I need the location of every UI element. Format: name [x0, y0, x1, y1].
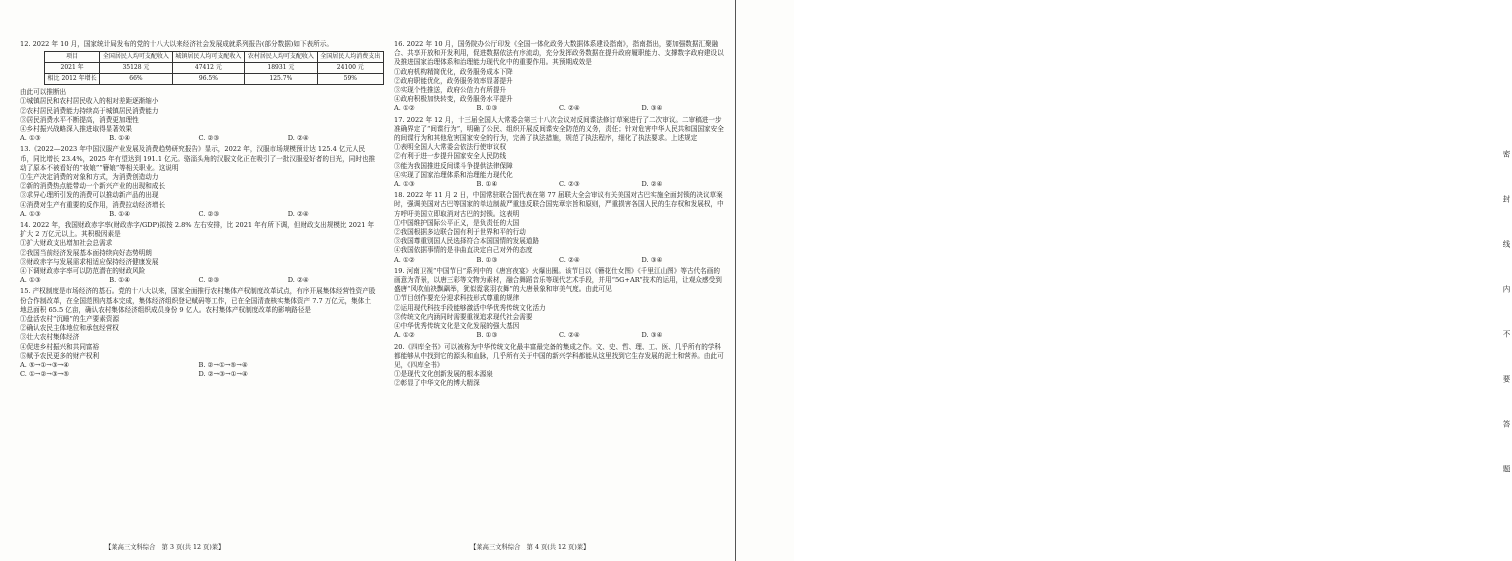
choice-a: A. ①③ [20, 276, 41, 285]
choice-c: C. ②③ [198, 209, 220, 218]
table-cell: 相比 2012 年增长 [45, 74, 100, 85]
choice-c: C. ②③ [198, 134, 220, 143]
question-14-stem: 14. 2022 年，我国财政赤字率(财政赤字/GDP)拟按 2.8% 左右安排，比 2021 年有所下调，但财政支出规模比 2021 年扩大 2 万亿元以上。其积极因素是 [20, 221, 375, 239]
question-15-stem: 15. 产权制度是市场经济的基石。党的十八大以来，国家全面推行农村集体产权制度改革试点，有序开展集体经营性资产股份合作制改革，在全国范围内基本完成，集体经济组织登记赋码等工作，已在全国清查核实集体资产 7.7 万亿元，集体土地总面积 65.5 亿亩，确认农村集体经济组织成员身份 9 亿人。农村集体产权制度改革的影响路径是 [20, 287, 376, 314]
question-17 [394, 116, 724, 190]
question-13 [20, 145, 377, 219]
seal-char: 内 [1502, 285, 1511, 295]
choice-d: D. ②④ [287, 276, 309, 285]
option: ④消费对生产有重要的反作用，消费拉动经济增长 [20, 200, 166, 209]
answer-choices [394, 180, 724, 189]
option: ④下调财政赤字率可以防范潜在的财政风险 [20, 267, 146, 276]
table-header: 全国居民人均可支配收入 [100, 52, 172, 63]
question-18 [394, 191, 724, 265]
answer-choices [20, 276, 377, 285]
option: ④政府积极加快转变，政务服务水平提升 [394, 95, 513, 104]
table-cell: 18931 元 [245, 63, 317, 74]
question-20-stem: 20.《四库全书》可以被称为中华传统文化最丰富最完备的集成之作。文、史、哲、理、工、医、几乎所有的学科都能够从中找到它的源头和血脉，几乎所有关于中国的新兴学科都能从这里找到它生存发展的泥土和营养。由此可见，《四库全书》 [394, 342, 724, 369]
option: ②农村居民消费能力持续高于城镇居民消费能力 [20, 106, 159, 115]
right-column [394, 40, 724, 391]
question-14 [20, 221, 377, 285]
answer-choices [20, 361, 377, 370]
table-cell: 66% [100, 74, 172, 85]
seal-char: 封 [1502, 195, 1511, 205]
choice-d: D. ③④ [641, 255, 663, 264]
seal-char: 线 [1502, 240, 1511, 250]
seal-char: 题 [1502, 465, 1511, 475]
left-column [20, 40, 381, 382]
choice-c: C. ②④ [559, 331, 580, 340]
option: ②彰显了中华文化的博大精深 [394, 379, 480, 388]
question-16-stem: 16. 2022 年 10 月，国务院办公厅印发《全国一体化政务大数据体系建设指南》，指南指出，要加强数据汇聚融合、共享开放和开发利用，促进数据依法有序流动，充分发挥政务数据在提升政府履职能力、支撑数字政府建设以及推进国家治理体系和治理能力现代化中的重要作用。其预期成效是 [394, 40, 724, 67]
option: ②我国当前经济发展基本面持续向好态势明朗 [20, 248, 152, 257]
seal-char: 密 [1502, 150, 1511, 160]
choice-a: A. ①② [394, 104, 415, 113]
choice-a: A. ⑤→①→③→④ [20, 361, 70, 370]
answer-choices [20, 210, 377, 219]
option: ①是现代文化创新发展的根本源泉 [394, 370, 493, 379]
answer-choices [20, 134, 377, 143]
option: ③传统文化内涵同时需要重视追求现代社会需要 [394, 312, 533, 321]
choice-c: C. ②④ [559, 104, 580, 113]
option: ②运用现代科技手段能够激活中华优秀传统文化活力 [394, 303, 546, 312]
choice-a: A. ①③ [20, 209, 41, 218]
choice-d: D. ②④ [287, 134, 309, 143]
choice-a: A. ①② [394, 331, 415, 340]
question-16 [394, 40, 724, 114]
option: ③实现个性推送，政府公信力有所提升 [394, 86, 507, 95]
option: ③壮大农村集体经济 [20, 333, 80, 342]
answer-choices [394, 104, 724, 113]
option: ①中国维护国际公平正义，是负责任的大国 [394, 218, 520, 227]
choice-d: D. ②→③→①→④ [198, 370, 248, 379]
option: ①节目创作要充分迎求科技形式尊重的规律 [394, 294, 520, 303]
choice-d: D. ③④ [641, 104, 663, 113]
question-20 [394, 343, 724, 389]
question-17-stem: 17. 2022 年 12 月，十三届全国人大常委会第三十八次会议对反间谍法修订草案进行了二次审议。二审稿进一步准确界定了“间谍行为”，明确了公民、组织开展反间谍安全防范的义务，责任；针对危害中华人民共和国国家安全的间谍行为和其他危害国家安全的行为，完善了执法措施，规范了执法程序，细化了执法要求。上述规定 [394, 115, 724, 143]
option: ①扩大财政支出增加社会总需求 [20, 239, 113, 248]
answer-choices [394, 331, 724, 340]
option: ②政府职能优化，政务服务效率显著提升 [394, 76, 513, 85]
option: ④中华优秀传统文化是文化发展的强大基因 [394, 322, 520, 331]
income-table [44, 51, 384, 85]
page-footer-right: 【莱高三文科综合 第 4 页(共 12 页)莱】 [470, 544, 590, 551]
choice-c: C. ②③ [198, 276, 220, 285]
question-12-lead: 由此可以推断出 [20, 88, 67, 97]
table-header-row [45, 52, 384, 63]
option: ②我国根据多边联合国有利于世界和平的行动 [394, 228, 526, 237]
choice-b: B. ①③ [476, 104, 498, 113]
choice-c: C. ①→②→③→⑤ [20, 370, 70, 379]
option: ②确认农民主体地位和承包经营权 [20, 324, 119, 333]
table-cell: 35128 元 [100, 63, 172, 74]
choice-b: B. ②→①→⑤→④ [198, 361, 248, 370]
option: ③求异心理所引发的消费可以推动新产品的出现 [20, 191, 159, 200]
choice-d: D. ②④ [641, 180, 663, 189]
option: ②新的消费热点能带动一个新兴产业的出现和成长 [20, 182, 166, 191]
table-cell: 47412 元 [172, 63, 244, 74]
table-row [45, 63, 384, 74]
table-row [45, 74, 384, 85]
binding-line [735, 0, 736, 561]
option: ⑤赋予农民更多的财产权利 [20, 351, 100, 360]
choice-c: C. ②③ [559, 180, 580, 189]
choice-a: A. ①③ [394, 180, 415, 189]
question-19-stem: 19. 河南卫视“中国节日”系列中的《唐宫夜宴》火爆出圈。该节目以《簪花仕女图》《千里江山图》等古代名画的画意为背景，以唐三彩等文物为素材，融合舞蹈音乐等现代艺术手段，并用“5G+AR”技术的运用，让观众感受到盛唐“风吹仙袂飘飖举，犹似霓裳羽衣舞”的大唐景象和审美气度。由此可见 [394, 266, 722, 294]
option: ②有利于进一步提升国家安全人民防线 [394, 152, 507, 161]
option: ③我国尊重别国人民选择符合本国国情的发展道路 [394, 237, 540, 246]
question-12-stem: 12. 2022 年 10 月，国家统计局发布的党的十八大以来经济社会发展成就系列报告(部分数据)如下表所示。 [20, 40, 333, 48]
table-header: 农村居民人均可支配收入 [245, 52, 317, 63]
page-footer-left: 【莱高三文科综合 第 3 页(共 12 页)莱】 [105, 544, 225, 551]
option: ③能为我国推进反间谍斗争提供法律保障 [394, 161, 513, 170]
choice-d: D. ③④ [641, 331, 663, 340]
question-13-stem: 13.《2022—2023 年中国汉服产业发展及消费趋势研究报告》显示，2022 年，汉服市场规模预计达 125.4 亿元人民币，同比增长 23.4%，2025 年有望达到 191.1 亿元。骆淄头角的汉服文化正在吸引了一批汉服爱好者的目光，同时也推动了原本不被看好的“妆娘”“簪娘”等相关职业。这说明 [20, 145, 376, 172]
option: ③财政赤字与发展需求相适应保持经济健康发展 [20, 257, 159, 266]
question-12 [20, 40, 381, 143]
table-cell: 59% [317, 74, 383, 85]
choice-b: B. ①④ [476, 180, 498, 189]
seal-char: 要 [1502, 375, 1511, 385]
seal-band [745, 0, 1511, 561]
question-18-stem: 18. 2022 年 11 月 2 日，中国常驻联合国代表在第 77 届联大全会审议有关美国对古巴实施全面封锁的决议草案时，强调美国对古巴等国家的单边制裁严重违反联合国宪章宗旨和原则，严重损害各国人民的生存权和发展权，中方呼吁美国立即取消对古巴的封锁。这表明 [394, 191, 724, 218]
option: ①政府机构精简优化，政务服务成本下降 [394, 67, 513, 76]
table-cell: 2021 年 [45, 63, 100, 74]
question-19 [394, 267, 724, 341]
option: ①城镇居民和农村居民收入的相对差距逐渐缩小 [20, 97, 159, 106]
table-cell: 125.7% [245, 74, 317, 85]
answer-choices [394, 256, 724, 265]
choice-b: B. ①④ [109, 134, 131, 143]
choice-b: B. ①③ [476, 255, 498, 264]
choice-d: D. ②④ [287, 209, 309, 218]
option: ①表明全国人大常委会依法行使审议权 [394, 143, 507, 152]
choice-c: C. ②④ [559, 255, 580, 264]
table-cell: 24100 元 [317, 63, 383, 74]
choice-b: B. ①④ [109, 209, 131, 218]
option: ①生产决定消费的对象和方式，为消费创造动力 [20, 173, 159, 182]
choice-b: B. ①③ [476, 331, 498, 340]
option: ④实现了国家治理体系和治理能力现代化 [394, 170, 513, 179]
choice-b: B. ①④ [109, 276, 131, 285]
table-header: 城镇居民人均可支配收入 [172, 52, 244, 63]
option: ③居民消费水平不断提高，消费更加理性 [20, 115, 139, 124]
table-header: 全国居民人均消费支出 [317, 52, 383, 63]
option: ④乡村振兴战略深入推进取得显著效果 [20, 125, 133, 134]
option: ①盘活农村“沉睡”的生产要素资源 [20, 315, 120, 324]
table-header: 项目 [45, 52, 100, 63]
option: ④我国依据事情的是非曲直决定自己对外的态度 [394, 246, 533, 255]
table-cell: 96.5% [172, 74, 244, 85]
choice-a: A. ①② [394, 255, 415, 264]
seal-char: 答 [1502, 420, 1511, 430]
option: ④促进乡村振兴和共同富裕 [20, 342, 100, 351]
question-15 [20, 287, 377, 379]
seal-char: 不 [1502, 330, 1511, 340]
choice-a: A. ①③ [20, 134, 41, 143]
answer-choices [20, 370, 377, 379]
